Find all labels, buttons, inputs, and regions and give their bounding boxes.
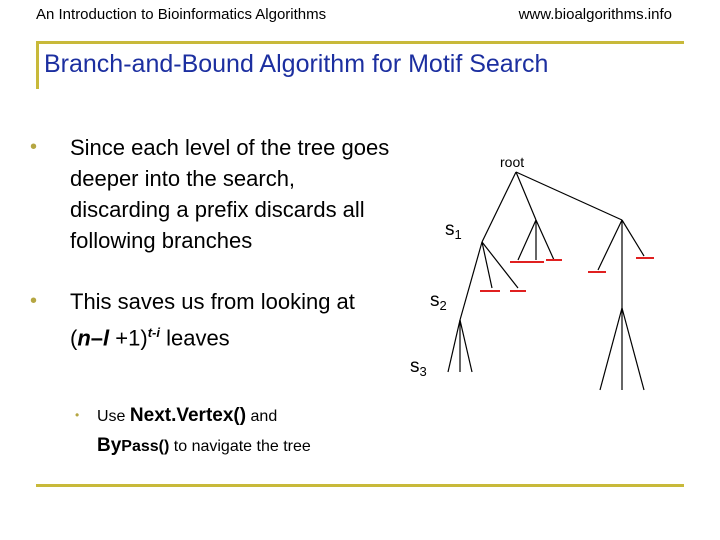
header-website: www.bioalgorithms.info (518, 6, 672, 23)
bullet-marker: • (30, 290, 38, 312)
var-exponent: t-i (147, 325, 160, 340)
bottom-rule (36, 484, 684, 487)
sub-bullet-marker: • (75, 408, 80, 422)
sub-rest: to navigate the tree (169, 438, 311, 455)
bullet2-before: This saves us from looking at ( (70, 289, 355, 351)
root-label: root (500, 154, 525, 170)
sub-bullet-text (97, 401, 311, 461)
var-l: l (103, 325, 110, 351)
level-label-s2-sub: 2 (439, 298, 447, 313)
sub-use: Use (97, 408, 130, 425)
sub-bullet (75, 401, 311, 461)
tree-background (400, 140, 670, 400)
search-tree-svg (400, 140, 670, 400)
slide-title: Branch-and-Bound Algorithm for Motif Search (44, 50, 549, 78)
bullet-text: Since each level of the tree goes deeper into the search, discarding a prefix discards all following branches (70, 135, 390, 253)
fn-bypass-prefix: By (97, 435, 122, 456)
header-course-title: An Introduction to Bioinformatics Algorithms (36, 6, 327, 23)
bullet-list (30, 132, 400, 383)
title-left-rule (36, 41, 39, 89)
bullet-item (30, 132, 400, 256)
bullet2-after: +1) (109, 325, 148, 351)
level-label-s1-sub: 1 (454, 227, 462, 242)
level-label-s2-base: s (430, 290, 440, 311)
bullet-marker: • (30, 136, 38, 158)
var-dash: – (90, 325, 104, 351)
level-label-s3-base: s (410, 356, 420, 377)
title-top-rule (36, 41, 684, 44)
bullet-text-2 (70, 286, 390, 353)
level-label-s1-base: s (445, 219, 455, 240)
sub-and: and (246, 408, 278, 425)
level-label-s3-sub: 3 (419, 364, 427, 379)
bullet2-end: leaves (159, 325, 230, 351)
fn-next-vertex: Next.Vertex() (129, 405, 247, 426)
var-n: n (77, 325, 91, 351)
search-tree-diagram (400, 140, 670, 405)
bullet-item (30, 286, 400, 353)
fn-bypass-suffix: Pass() (121, 438, 170, 455)
